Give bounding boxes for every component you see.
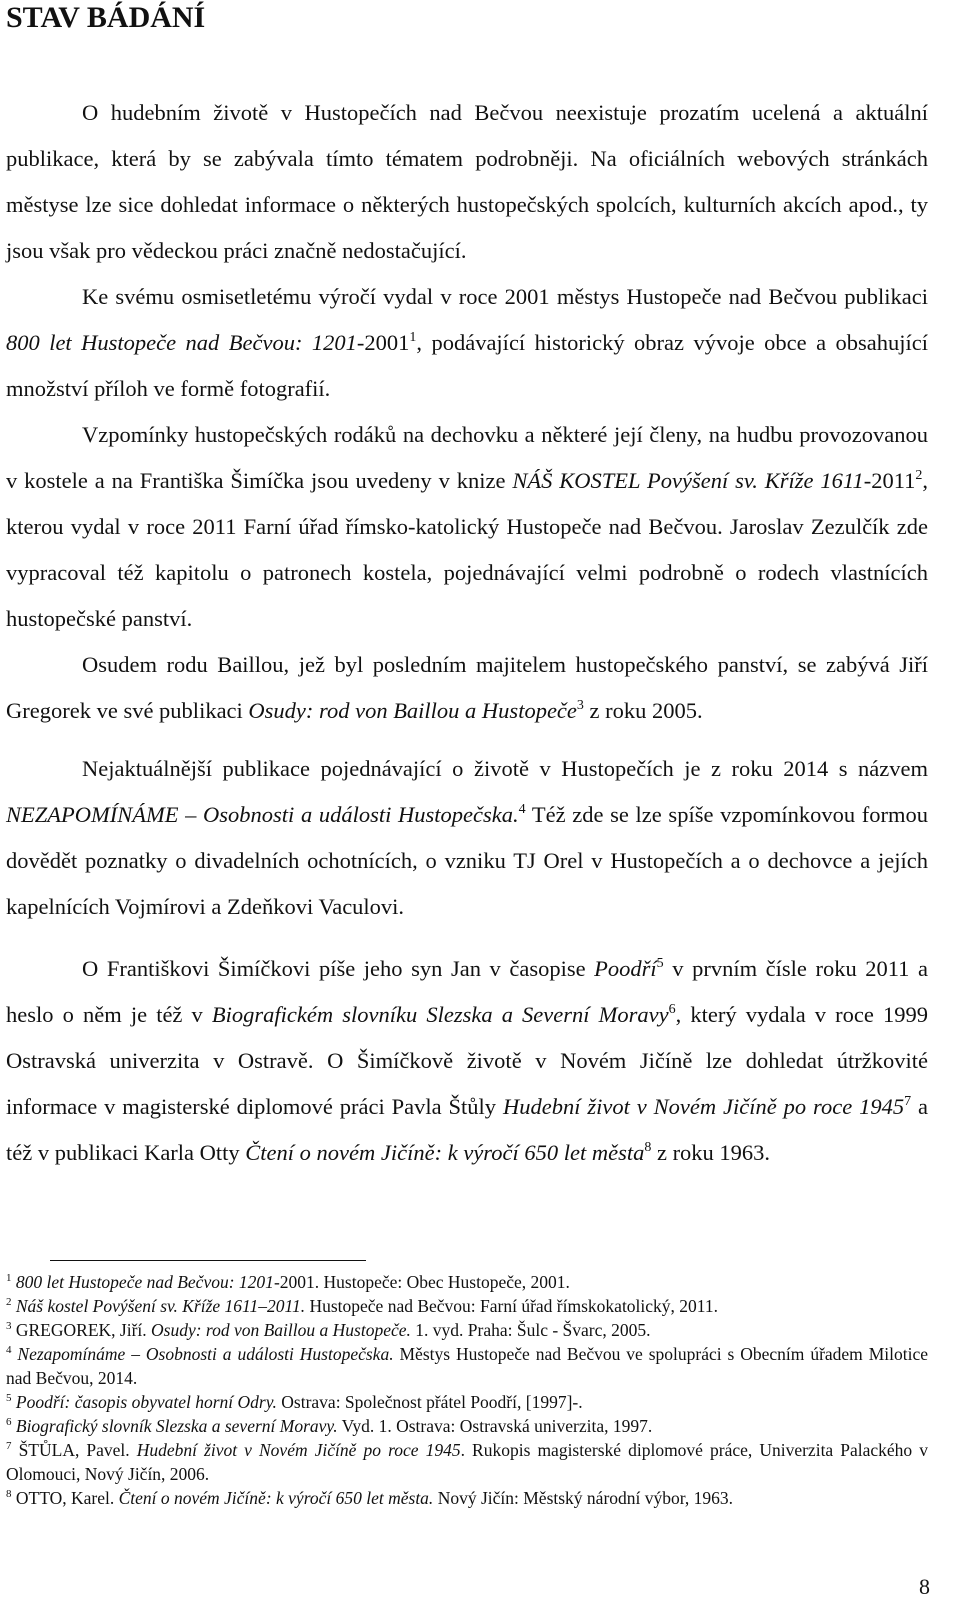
- footnote-title: Hudební život v Novém Jičíně po roce 1945: [136, 1440, 461, 1460]
- footnote-number: 2: [6, 1296, 12, 1308]
- footnote-title: Poodří: časopis obyvatel horní Odry.: [15, 1392, 277, 1412]
- book-title: Čtení o novém Jičíně: k výročí 650 let města: [245, 1140, 645, 1165]
- paragraph-text: -2001: [356, 330, 410, 355]
- footnote-title: Biografický slovník Slezska a severní Moravy.: [15, 1416, 338, 1436]
- page-heading: STAV BÁDÁNÍ: [6, 1, 206, 34]
- paragraph-text: Též zde se lze spíše vzpomínkovou formou dovědět poznatky o divadelních ochotnících, o vzniku TJ Orel v Hustopečích a o dechovce a jejích kapelnících Vojmírovi a Zdeňkovi Vaculovi.: [6, 802, 928, 919]
- footnote-ref: 6: [668, 1002, 676, 1017]
- paragraph-simicek: [6, 946, 928, 1176]
- footnote-title: Nezapomínáme – Osobnosti a události Hustopečska.: [17, 1344, 394, 1364]
- book-title: NÁŠ KOSTEL Povýšení sv. Kříže 1611: [512, 468, 864, 493]
- footnote-ref: 2: [915, 468, 923, 483]
- paragraph-text: O Františkovi Šimíčkovi píše jeho syn Jan v časopise: [82, 956, 595, 981]
- footnote-ref: 7: [904, 1094, 912, 1109]
- footnote-title: Čtení o novém Jičíně: k výročí 650 let města.: [118, 1488, 434, 1508]
- footnote-title: 800 let Hustopeče nad Bečvou: 1201: [15, 1272, 274, 1292]
- footnote-ref: 8: [644, 1140, 652, 1155]
- footnote-7: [6, 1438, 928, 1486]
- paragraph-text: Nejaktuálnější publikace pojednávající o životě v Hustopečích je z roku 2014 s názvem: [82, 756, 928, 781]
- paragraph-text: -2011: [863, 468, 916, 493]
- footnote-4: [6, 1342, 928, 1390]
- paragraph-text: , který vydala v roce 1999 Ostravská univerzita v Ostravě. O Šimíčkově životě v Novém Jičíně lze dohledat útržkovité informace v magisterské diplomové práci Pavla Štůly: [6, 1002, 929, 1119]
- footnote-number: 4: [6, 1344, 12, 1356]
- book-title: 800 let Hustopeče nad Bečvou: 1201: [6, 330, 357, 355]
- footnote-number: 7: [6, 1440, 12, 1452]
- footnote-text: Ostrava: Společnost přátel Poodří, [1997]-.: [276, 1392, 583, 1412]
- footnote-text: . Rukopis magisterské diplomové práce, Univerzita Palackého v Olomouci, Nový Jičín, 2006.: [6, 1440, 928, 1484]
- footnote-text: Vyd. 1. Ostrava: Ostravská univerzita, 1997.: [337, 1416, 653, 1436]
- footnote-text: 1. vyd. Praha: Šulc - Švarc, 2005.: [410, 1320, 651, 1340]
- footnote-text: Nový Jičín: Městský národní výbor, 1963.: [433, 1488, 734, 1508]
- paragraph-baillou: [6, 642, 928, 734]
- paragraph-text: , podávající historický obraz vývoje obce a obsahující množství příloh ve formě fotografií.: [6, 330, 928, 401]
- footnote-author: OTTO, Karel.: [11, 1488, 119, 1508]
- footnote-2: [6, 1294, 928, 1318]
- footnote-5: [6, 1390, 928, 1414]
- footnote-separator: [50, 1260, 366, 1261]
- book-title: Biografickém slovníku Slezska a Severní Moravy: [211, 1002, 669, 1027]
- footnotes: [6, 1270, 928, 1510]
- paragraph-nezapominame: [6, 746, 928, 930]
- footnote-1: [6, 1270, 928, 1294]
- paragraph-text: , kterou vydal v roce 2011 Farní úřad římsko-katolický Hustopeče nad Bečvou. Jaroslav Zezulčík zde vypracoval též kapitolu o patronech kostela, pojednávající velmi podrobně o rodech vlastnících hustopečské panství.: [6, 468, 929, 631]
- paragraph-text: O hudebním životě v Hustopečích nad Bečvou neexistuje prozatím ucelená a aktuální publikace, která by se zabývala tímto tématem podrobněji. Na oficiálních webových stránkách městyse lze sice dohledat informace o některých hustopečských spolcích, kulturních akcích apod., ty jsou však pro vědeckou práci značně nedostačující.: [6, 100, 928, 263]
- page-number: 8: [919, 1574, 930, 1599]
- footnote-ref: 1: [409, 330, 417, 345]
- footnote-text: Městys Hustopeče nad Bečvou ve spolupráci s Obecním úřadem Milotice nad Bečvou, 2014.: [6, 1344, 928, 1388]
- paragraph-kostel: [6, 412, 928, 642]
- paragraph-text: z roku 1963.: [651, 1140, 771, 1165]
- footnote-author: GREGOREK, Jiří.: [11, 1320, 152, 1340]
- footnote-ref: 3: [576, 698, 584, 713]
- footnote-text: Hustopeče nad Bečvou: Farní úřad římskokatolický, 2011.: [305, 1296, 719, 1316]
- footnote-number: 8: [6, 1488, 12, 1500]
- paragraph-800-let: [6, 274, 928, 412]
- paragraph-text: z roku 2005.: [583, 698, 703, 723]
- footnote-author: ŠTŮLA, Pavel.: [11, 1440, 137, 1460]
- footnote-number: 6: [6, 1416, 12, 1428]
- footnote-ref: 5: [656, 956, 664, 971]
- journal-title: Poodří: [594, 956, 657, 981]
- footnote-number: 3: [6, 1320, 12, 1332]
- paragraph-text: Vzpomínky hustopečských rodáků na dechovku a některé její členy, na hudbu provozovanou v kostele a na Františka Šimíčka jsou uvedeny v knize: [6, 422, 928, 493]
- paragraph-text: Osudem rodu Baillou, jež byl posledním majitelem hustopečského panství, se zabývá Jiří Gregorek ve své publikaci: [6, 652, 928, 723]
- footnote-6: [6, 1414, 928, 1438]
- paragraph-text: v prvním čísle roku 2011 a heslo o něm je též v: [6, 956, 928, 1027]
- paragraph-intro: [6, 90, 928, 274]
- body-text: [6, 90, 928, 1176]
- footnote-ref: 4: [518, 802, 526, 817]
- footnote-number: 1: [6, 1272, 12, 1284]
- paragraph-text: a též v publikaci Karla Otty: [6, 1094, 928, 1165]
- book-title: NEZAPOMÍNÁME – Osobnosti a události Hustopečska.: [6, 802, 519, 827]
- footnote-3: [6, 1318, 928, 1342]
- footnote-title: Osudy: rod von Baillou a Hustopeče.: [151, 1320, 411, 1340]
- thesis-title: Hudební život v Novém Jičíně po roce 1945: [502, 1094, 905, 1119]
- footnote-text: -2001. Hustopeče: Obec Hustopeče, 2001.: [273, 1272, 570, 1292]
- book-title: Osudy: rod von Baillou a Hustopeče: [248, 698, 577, 723]
- footnote-title: Náš kostel Povýšení sv. Kříže 1611–2011.: [15, 1296, 306, 1316]
- paragraph-text: Ke svému osmisetletému výročí vydal v roce 2001 městys Hustopeče nad Bečvou publikaci: [82, 284, 928, 309]
- footnote-8: [6, 1486, 928, 1510]
- footnote-number: 5: [6, 1392, 12, 1404]
